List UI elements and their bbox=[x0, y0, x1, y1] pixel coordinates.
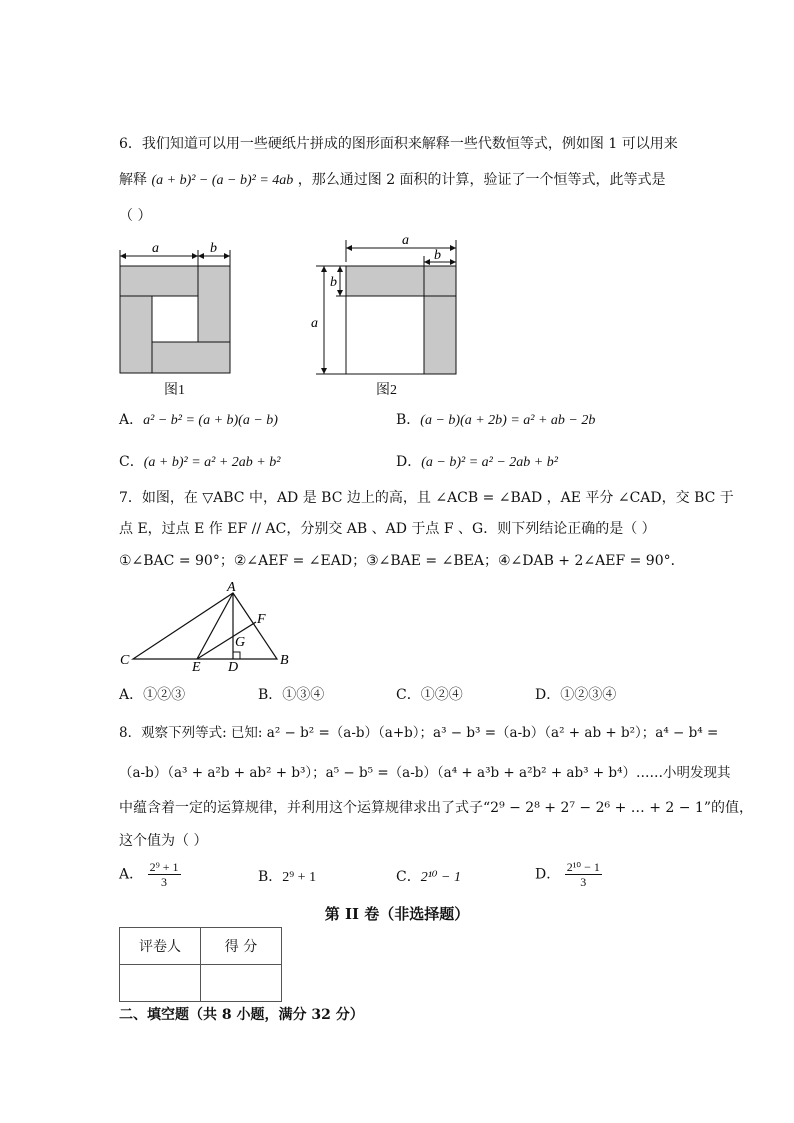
score-table bbox=[119, 927, 282, 1002]
q6-identity-formula: (a + b)² − (a − b)² = 4ab bbox=[151, 173, 294, 188]
section-ii-title: 第 II 卷（非选择题） bbox=[324, 905, 470, 923]
option-letter: B． bbox=[396, 412, 421, 428]
q8-line2: （a-b）（a³ + a²b + ab² + b³）；a⁵ − b⁵ =（a-b）（a⁴ + a³b + a²b² + ab³ + b⁴）……小明发现其 bbox=[119, 765, 731, 781]
point-d-label: D bbox=[228, 660, 239, 672]
option-text: ①②③④ bbox=[560, 687, 617, 703]
option-text: 2⁹ + 1 bbox=[282, 870, 317, 885]
fig2-label-a-left: a bbox=[311, 316, 318, 331]
option-letter: C． bbox=[396, 687, 421, 703]
q6-line1: 6．我们知道可以用一些硬纸片拼成的图形面积来解释一些代数恒等式，例如图 1 可以用来 bbox=[119, 136, 678, 152]
option-letter: D． bbox=[535, 687, 561, 703]
option-letter: C． bbox=[396, 869, 421, 885]
fig1-caption: 图1 bbox=[164, 383, 185, 398]
point-a-label: A bbox=[227, 580, 236, 595]
option-text: a² − b² = (a + b)(a − b) bbox=[143, 413, 278, 428]
score-table-header-score: 得 分 bbox=[201, 928, 282, 965]
q7-triangle-figure bbox=[115, 576, 300, 672]
option-letter: B． bbox=[258, 687, 283, 703]
q8-line3: 中蕴含着一定的运算规律，并利用这个运算规律求出了式子“2⁹ − 2⁸ + 2⁷ − 2⁶ + … + 2 − 1”的值， bbox=[119, 800, 753, 816]
option-fraction bbox=[148, 860, 181, 889]
q8-line4: 这个值为（ ） bbox=[119, 833, 208, 849]
q7-option-d[interactable] bbox=[535, 686, 616, 704]
q6-option-d[interactable] bbox=[396, 453, 558, 472]
q7-option-a[interactable] bbox=[119, 686, 185, 704]
q8-option-a[interactable] bbox=[119, 860, 181, 889]
q8-option-d[interactable] bbox=[535, 860, 602, 889]
q8-option-b[interactable] bbox=[258, 868, 316, 887]
option-text: ①②④ bbox=[420, 687, 463, 703]
fig1-label-a: a bbox=[152, 241, 159, 256]
fig2-label-a-top: a bbox=[402, 233, 409, 248]
fig1-label-b: b bbox=[210, 241, 217, 256]
q7-line3: ①∠BAC = 90°；②∠AEF = ∠EAD；③∠BAE = ∠BEA；④∠DAB + 2∠AEF = 90°． bbox=[119, 553, 685, 569]
q6-figure-1 bbox=[112, 238, 242, 378]
option-letter: D． bbox=[535, 866, 561, 883]
q6-figure-2 bbox=[310, 232, 460, 378]
score-table-grader-cell[interactable] bbox=[120, 965, 201, 1002]
option-letter: A． bbox=[119, 412, 144, 428]
option-text: (a − b)² = a² − 2ab + b² bbox=[421, 455, 558, 470]
part-two-title: 二、填空题（共 8 小题，满分 32 分） bbox=[119, 1007, 364, 1023]
fraction-denominator: 3 bbox=[161, 875, 168, 889]
q8-option-c[interactable] bbox=[396, 868, 461, 887]
point-f-label: F bbox=[257, 612, 266, 627]
q7-option-c[interactable] bbox=[396, 686, 463, 704]
q6-line2-prefix: 解释 bbox=[119, 172, 147, 188]
option-text: (a + b)² = a² + 2ab + b² bbox=[143, 455, 281, 470]
q7-line1: 7．如图，在 ▽ABC 中，AD 是 BC 边上的高，且 ∠ACB = ∠BAD ，AE 平分 ∠CAD，交 BC 于 bbox=[119, 490, 734, 506]
score-table-score-cell[interactable] bbox=[201, 965, 282, 1002]
q6-option-a[interactable] bbox=[119, 411, 278, 430]
option-letter: A． bbox=[119, 687, 144, 703]
option-letter: B． bbox=[258, 869, 283, 885]
point-e-label: E bbox=[192, 660, 201, 672]
point-c-label: C bbox=[120, 653, 130, 668]
q6-line2-suffix: ，那么通过图 2 面积的计算，验证了一个恒等式，此等式是 bbox=[297, 172, 666, 188]
score-table-header-grader: 评卷人 bbox=[120, 928, 201, 965]
q7-option-b[interactable] bbox=[258, 686, 324, 704]
option-text: (a − b)(a + 2b) = a² + ab − 2b bbox=[420, 413, 596, 428]
option-text: ①③④ bbox=[282, 687, 325, 703]
q7-line2: 点 E，过点 E 作 EF // AC，分别交 AB 、AD 于点 F 、G．则下列结论正确的是（ ） bbox=[119, 521, 656, 537]
option-letter: A． bbox=[119, 866, 144, 883]
option-letter: D． bbox=[396, 454, 422, 470]
q6-line2 bbox=[119, 171, 666, 190]
q8-line1: 8．观察下列等式: 已知: a² − b² =（a-b）（a+b）；a³ − b³ =（a-b）（a² + ab + b²）；a⁴ − b⁴ = bbox=[119, 725, 719, 741]
fig2-label-b-top: b bbox=[434, 248, 441, 263]
option-text: ①②③ bbox=[143, 687, 186, 703]
q6-option-c[interactable] bbox=[119, 453, 280, 472]
fraction-numerator: 2⁹ + 1 bbox=[149, 860, 179, 874]
q6-option-b[interactable] bbox=[396, 411, 595, 430]
fraction-denominator: 3 bbox=[580, 875, 587, 889]
fig2-caption: 图2 bbox=[376, 383, 397, 398]
option-letter: C． bbox=[119, 454, 144, 470]
option-text: 2¹⁰ − 1 bbox=[420, 870, 461, 885]
point-b-label: B bbox=[280, 653, 289, 668]
fig2-label-b-left: b bbox=[330, 275, 337, 290]
option-fraction bbox=[565, 860, 602, 889]
q6-paren: （ ） bbox=[119, 208, 152, 224]
fraction-numerator: 2¹⁰ − 1 bbox=[566, 860, 600, 874]
point-g-label: G bbox=[235, 635, 246, 650]
